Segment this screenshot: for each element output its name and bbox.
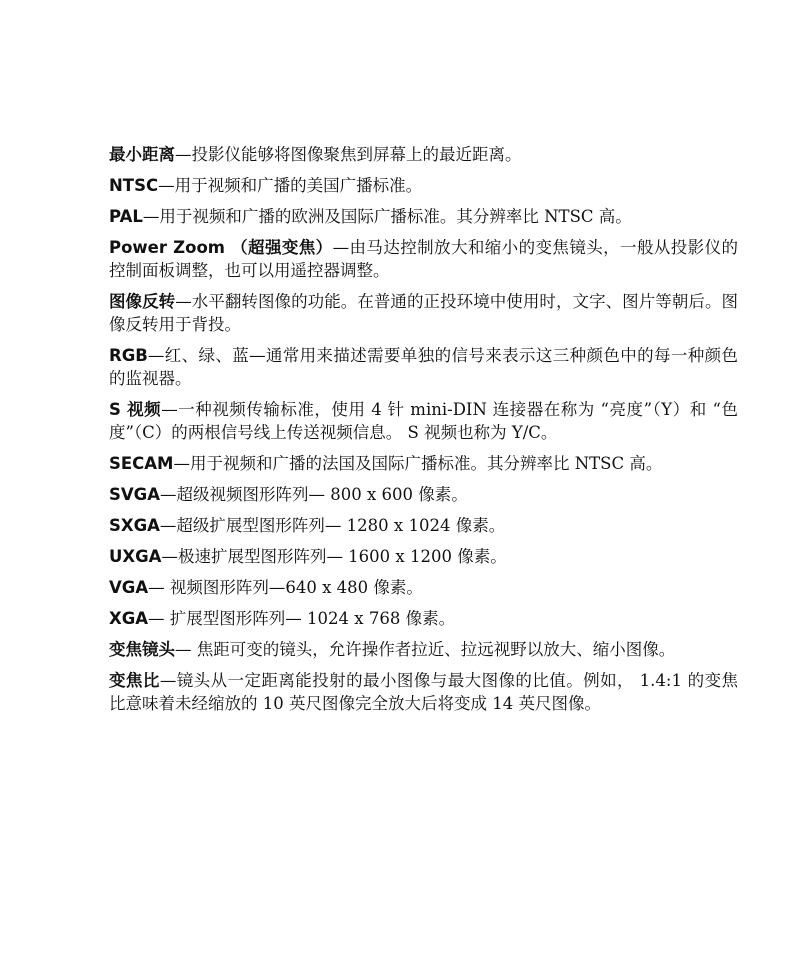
glossary-definition: 视频图形阵列—640 x 480 像素。 [169,578,423,597]
glossary-entry-min-distance [109,143,738,166]
glossary-term: SECAM [109,454,174,473]
glossary-definition: 水平翻转图像的功能。在普通的正投环境中使用时，文字、图片等朝后。图像反转用于背投。 [109,292,739,334]
glossary-definition: 一种视频传输标准，使用 4 针 mini-DIN 连接器在称为 “亮度”（Y）和 “色度”（C）的两根信号线上传送视频信息。 S 视频也称为 Y/C。 [109,400,738,442]
glossary-definition: 用于视频和广播的美国广播标准。 [174,176,423,195]
glossary-entry-zoom-lens [109,638,738,661]
glossary-entry-image-reverse [109,290,738,336]
glossary-term: Power Zoom （超强变焦） [109,238,333,257]
glossary-entry-uxga [109,545,738,568]
glossary-entry-sxga [109,514,738,537]
glossary-definition: 镜头从一定距离能投射的最小图像与最大图像的比值。例如， 1.4:1 的变焦比意味着未经缩放的 10 英尺图像完全放大后将变成 14 英尺图像。 [109,671,738,713]
glossary-definition: 红、绿、蓝—通常用来描述需要单独的信号来表示这三种颜色中的每一种颜色的监视器。 [109,346,738,388]
glossary-definition: 由马达控制放大和缩小的变焦镜头，一般从投影仪的控制面板调整，也可以用遥控器调整。 [109,238,738,280]
glossary-term: VGA [109,578,149,597]
glossary-entry-xga [109,607,738,630]
glossary-definition: 焦距可变的镜头，允许操作者拉近、拉远视野以放大、缩小图像。 [196,640,676,659]
glossary-definition: 用于视频和广播的法国及国际广播标准。其分辨率比 NTSC 高。 [189,454,663,473]
term-separator: — [148,609,170,628]
glossary-entry-rgb [109,344,738,390]
glossary-term: UXGA [109,547,162,566]
glossary-entry-s-video [109,398,738,444]
glossary-definition: 超级扩展型图形阵列— 1280 x 1024 像素。 [176,516,506,535]
glossary-entry-vga [109,576,738,599]
glossary-term: NTSC [109,176,159,195]
glossary-term: SXGA [109,516,160,535]
glossary-term: 最小距离 [109,145,175,164]
glossary-definition: 投影仪能够将图像聚焦到屏幕上的最近距离。 [191,145,522,164]
term-separator: — [161,547,178,566]
term-separator: — [142,207,160,226]
glossary-entry-pal [109,205,738,228]
glossary-term: XGA [109,609,149,628]
term-separator: — [159,671,177,690]
glossary-definition: 用于视频和广播的欧洲及国际广播标准。其分辨率比 NTSC 高。 [159,207,632,226]
term-separator: — [175,640,197,659]
glossary-definition: 扩展型图形阵列— 1024 x 768 像素。 [169,609,456,628]
glossary-definition: 超级视频图形阵列— 800 x 600 像素。 [176,485,468,504]
glossary-term: RGB [109,346,148,365]
term-separator: — [161,400,178,419]
term-separator: — [148,578,170,597]
term-separator: — [158,176,175,195]
glossary-entry-secam [109,452,738,475]
glossary-term: SVGA [109,485,160,504]
term-separator: — [159,516,177,535]
glossary-term: 图像反转 [109,292,176,311]
glossary-entry-ntsc [109,174,738,197]
term-separator: — [173,454,190,473]
term-separator: — [175,145,192,164]
glossary-definition: 极速扩展型图形阵列— 1600 x 1200 像素。 [177,547,507,566]
glossary-term: 变焦比 [109,671,160,690]
term-separator: — [175,292,192,311]
glossary-term: PAL [109,207,143,226]
glossary-entry-zoom-ratio [109,669,738,715]
glossary-entry-power-zoom [109,236,738,282]
term-separator: — [159,485,177,504]
glossary-entry-svga [109,483,738,506]
glossary-term: S 视频 [109,400,162,419]
term-separator: — [147,346,165,365]
glossary-term: 变焦镜头 [109,640,175,659]
term-separator: — [332,238,350,257]
